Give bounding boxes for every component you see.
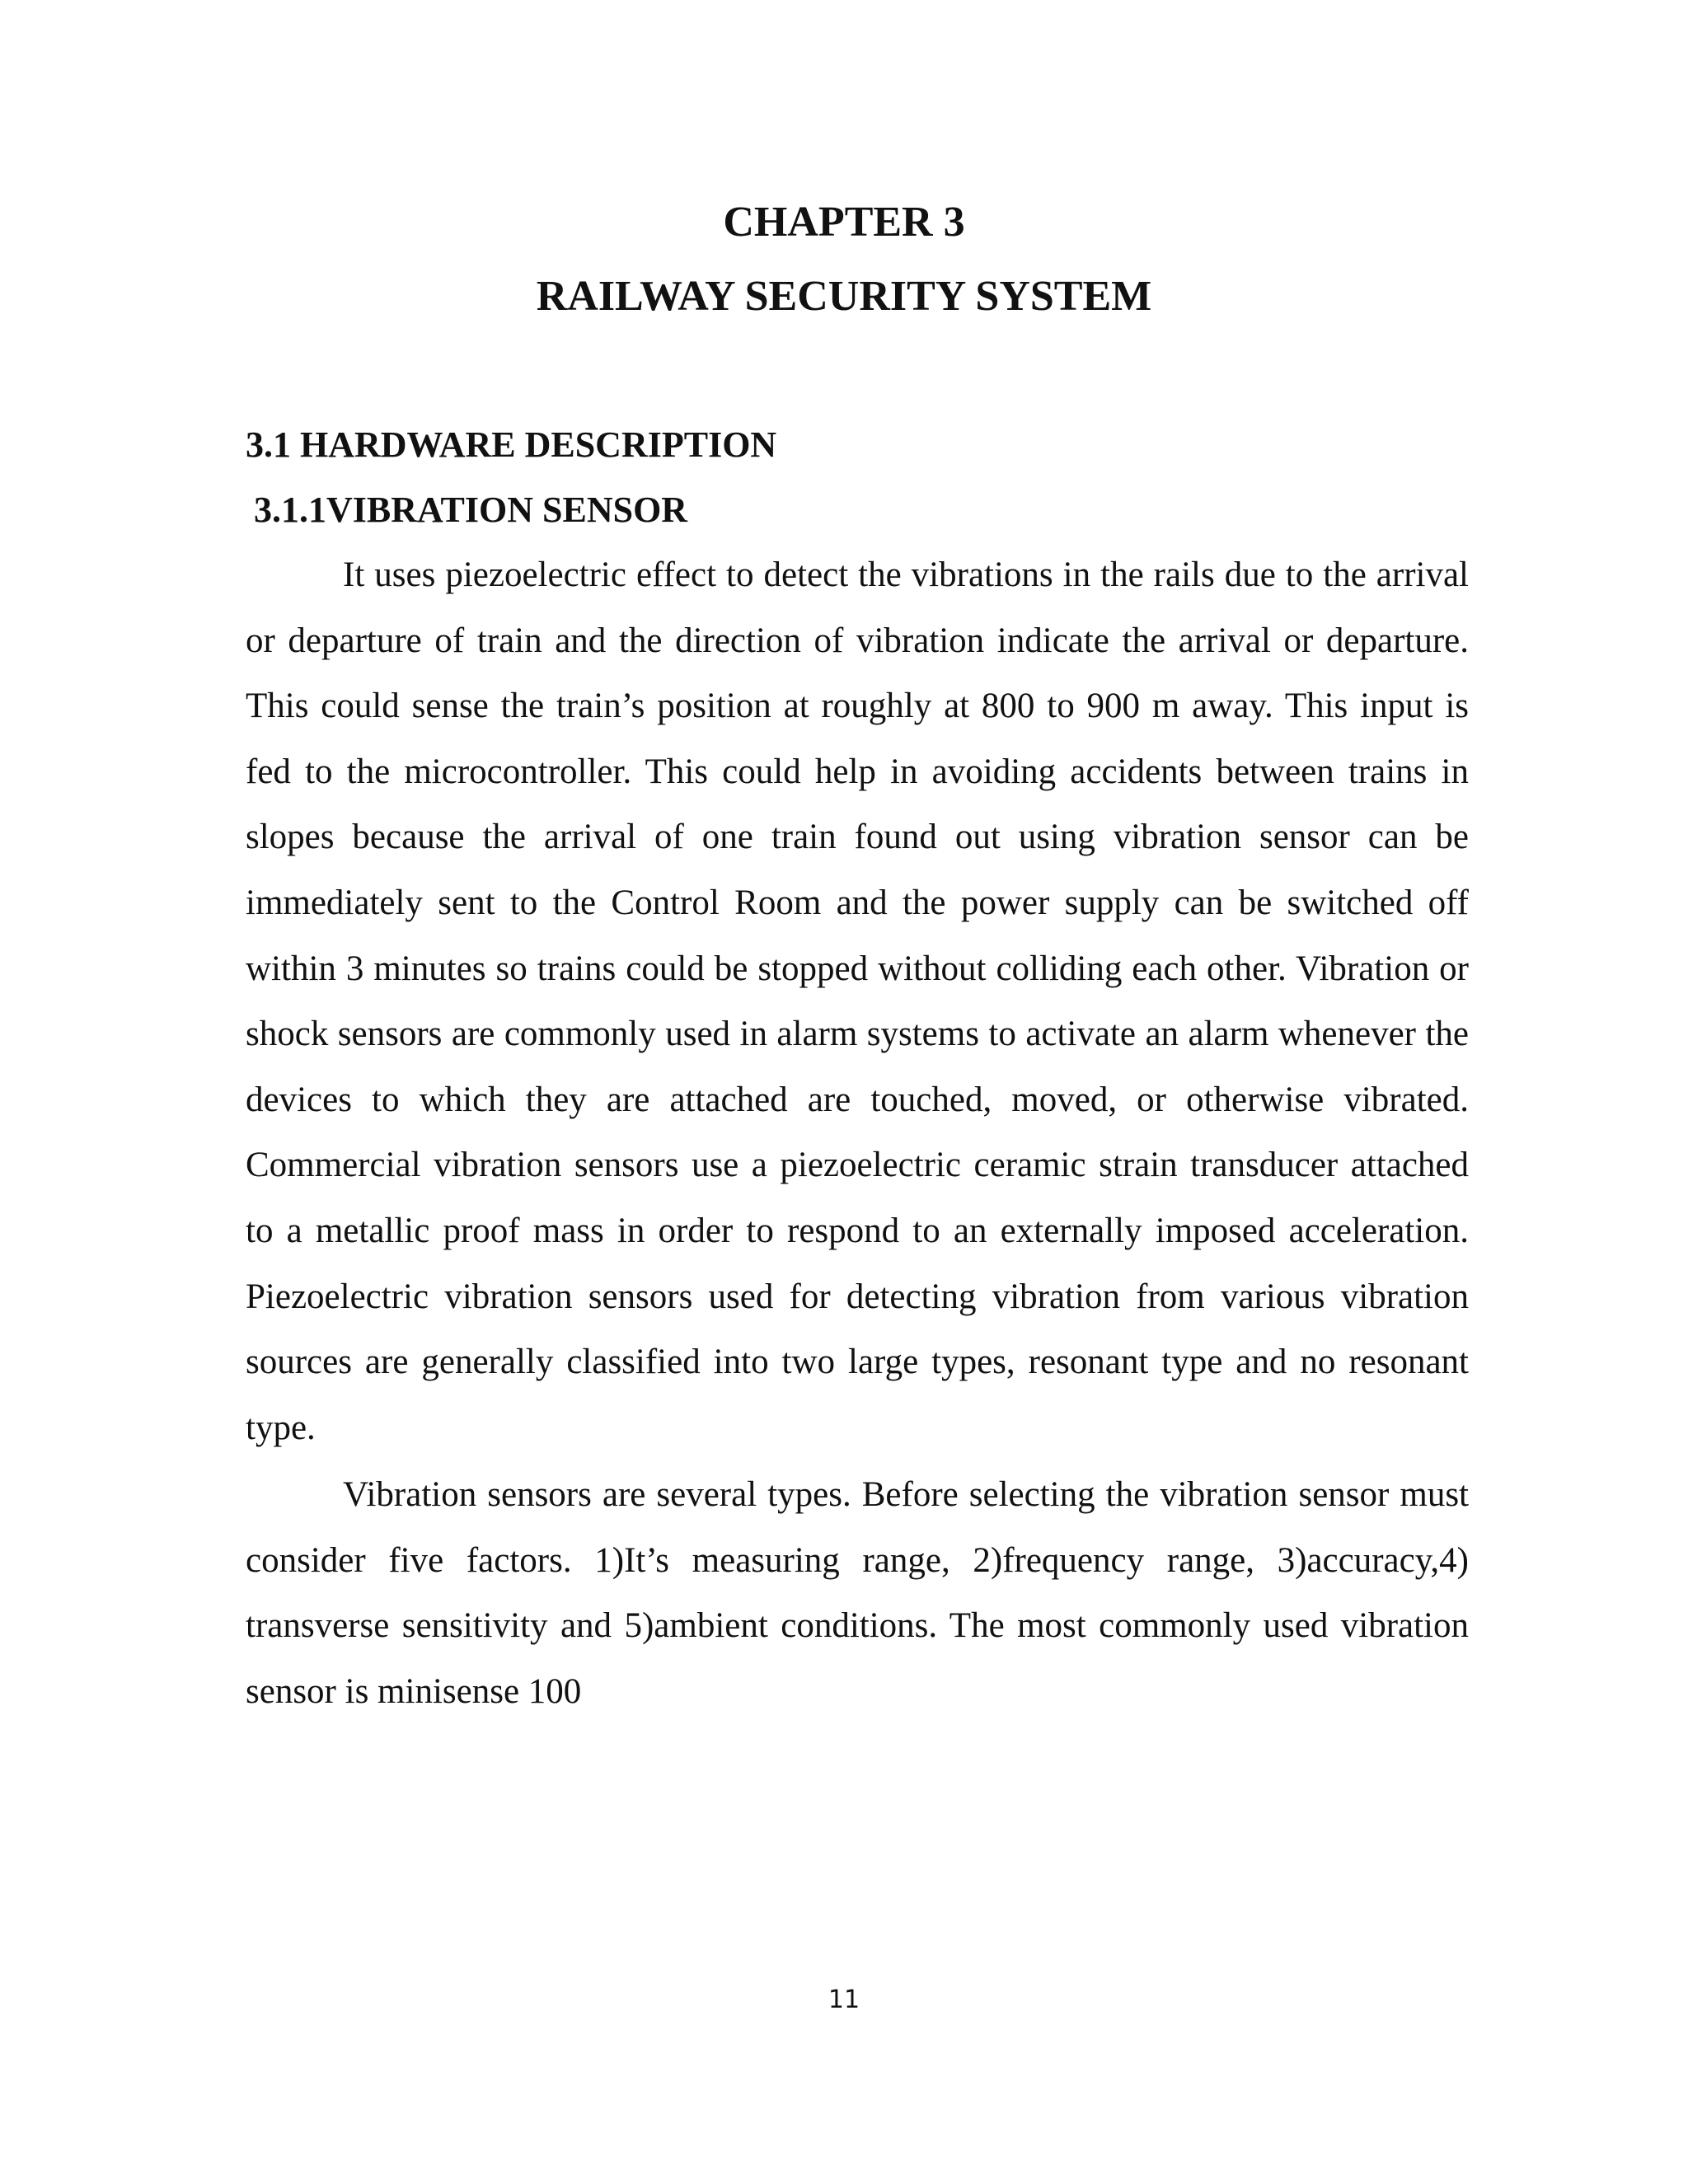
section-heading-hardware-description: 3.1 HARDWARE DESCRIPTION [246,424,777,465]
body-paragraph-vibration-sensor-description: It uses piezoelectric effect to detect the vibrations in the rails due to the arrival or departure of train and the direction of vibration indicate the arrival or departure. This could sense the train’s position at roughly at 800 to 900 m away. This input is fed to the microcontroller. This could help in avoiding accidents between trains in slopes because the arrival of one train found out using vibration sensor can be immediately sent to the Control Room and the power supply can be switched off within 3 minutes so trains could be stopped without colliding each other. Vibration or shock sensors are commonly used in alarm systems to activate an alarm whenever the devices to which they are attached are touched, moved, or otherwise vibrated. Commercial vibration sensors use a piezoelectric ceramic strain transducer attached to a metallic proof mass in order to respond to an externally imposed acceleration. Piezoelectric vibration sensors used for detecting vibration from various vibration sources are generally classified into two large types, resonant type and no resonant type. [246,555,1469,1447]
body-paragraph-vibration-sensor-types: Vibration sensors are several types. Before selecting the vibration sensor must consider five factors. 1)It’s measuring range, 2)frequency range, 3)accuracy,4) transverse sensitivity and 5)ambient conditions. The most commonly used vibration sensor is minisense 100 [246,1475,1469,1711]
chapter-title: RAILWAY SECURITY SYSTEM [536,273,1152,320]
page-number: 11 [828,1985,860,2014]
subsection-heading-vibration-sensor: 3.1.1VIBRATION SENSOR [254,490,688,530]
chapter-number: CHAPTER 3 [723,199,965,246]
